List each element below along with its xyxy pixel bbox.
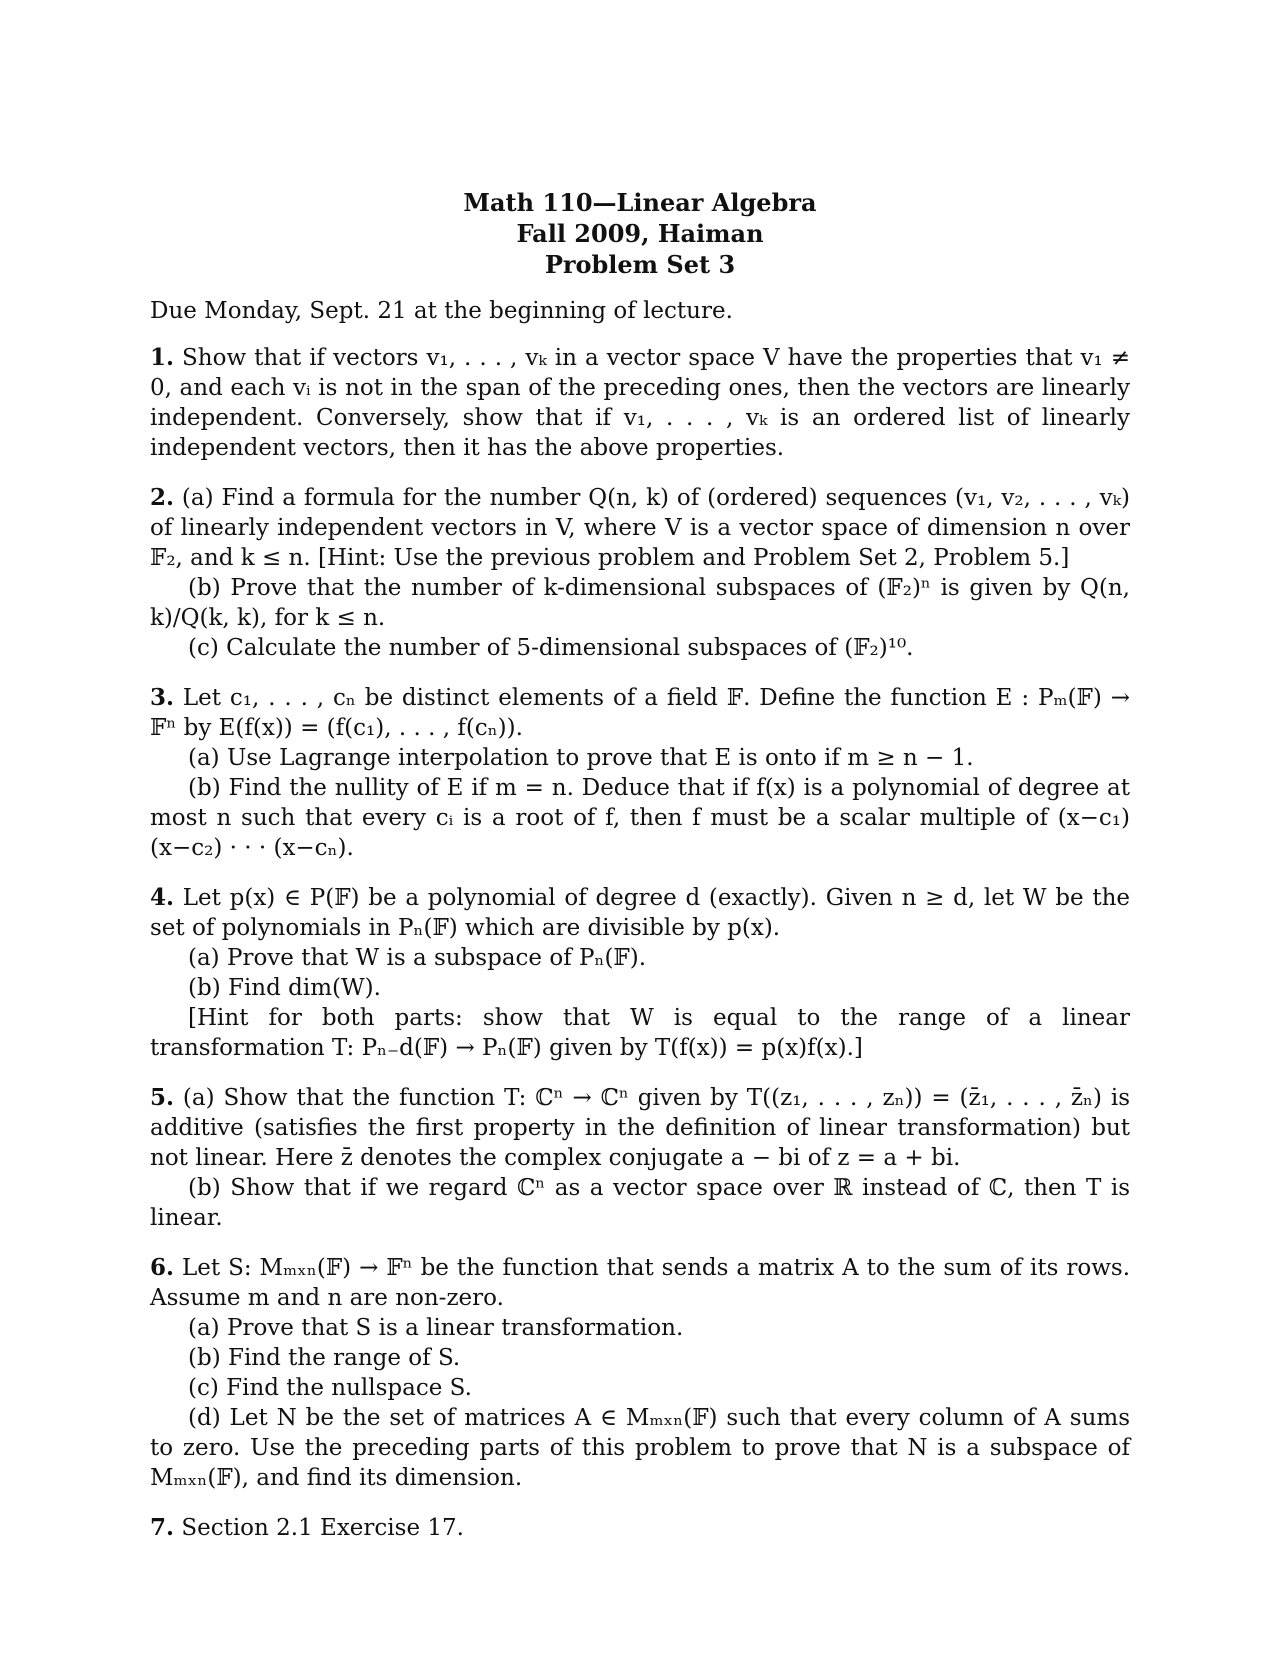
problem-text: Let c₁, . . . , cₙ be distinct elements of a field 𝔽. Define the function E : Pₘ(𝔽) → 𝔽ⁿ by E(f(x)) = (f(c₁), . . . , f(cₙ)). [150,685,1130,741]
due-date: Due Monday, Sept. 21 at the beginning of lecture. [150,298,733,324]
course-title: Math 110—Linear Algebra [463,188,817,217]
problem-text: Section 2.1 Exercise 17. [181,1515,464,1541]
problem-part: (a) Use Lagrange interpolation to prove that E is onto if m ≥ n − 1. [188,745,974,771]
problem-part: (a) Prove that W is a subspace of Pₙ(𝔽). [188,945,647,971]
problem-5 [150,1083,1130,1233]
problem-2 [150,483,1130,663]
problem-part: (a) Prove that S is a linear transformation. [188,1315,684,1341]
problem-text: (a) Find a formula for the number Q(n, k) of (ordered) sequences (v₁, v₂, . . . , vₖ) of linearly independent vectors in V, where V is a vector space of dimension n over 𝔽₂, and k ≤ n. [Hint: Use the previous problem and Problem Set 2, Problem 5.] [150,485,1131,571]
problem-1 [150,343,1130,463]
term-instructor: Fall 2009, Haiman [516,219,764,248]
problem-number: 3. [150,684,175,711]
problem-7 [150,1513,1130,1543]
problem-number: 2. [150,484,175,511]
problem-number: 5. [150,1084,175,1111]
problem-3 [150,683,1130,863]
problem-4 [150,883,1130,1063]
problem-number: 7. [150,1514,175,1541]
problem-part: (c) Find the nullspace S. [188,1375,472,1401]
problem-number: 4. [150,884,175,911]
problem-number: 1. [150,344,175,371]
problem-part: (d) Let N be the set of matrices A ∈ Mₘₓₙ(𝔽) such that every column of A sums to zero. Use the preceding parts of this problem to prove that N is a subspace of Mₘₓₙ(𝔽), and find its dimension. [150,1405,1130,1491]
problem-set-page [150,187,1130,1563]
problem-text: Let p(x) ∈ P(𝔽) be a polynomial of degree d (exactly). Given n ≥ d, let W be the set of polynomials in Pₙ(𝔽) which are divisible by p(x). [150,885,1130,941]
problem-part: (b) Find dim(W). [188,975,381,1001]
problem-part: (b) Show that if we regard ℂⁿ as a vector space over ℝ instead of ℂ, then T is linear. [150,1175,1130,1231]
problem-number: 6. [150,1254,175,1281]
problem-hint: [Hint for both parts: show that W is equal to the range of a linear transformation T: Pₙ₋d(𝔽) → Pₙ(𝔽) given by T(f(x)) = p(x)f(x).] [150,1005,1130,1061]
problem-part: (b) Find the range of S. [188,1345,461,1371]
problem-part: (b) Find the nullity of E if m = n. Deduce that if f(x) is a polynomial of degree at most n such that every cᵢ is a root of f, then f must be a scalar multiple of (x−c₁)(x−c₂) · · · (x−cₙ). [150,775,1130,861]
problem-6 [150,1253,1130,1493]
document-header [150,187,1130,280]
problem-part: (c) Calculate the number of 5-dimensional subspaces of (𝔽₂)¹⁰. [188,635,914,661]
problem-part: (b) Prove that the number of k-dimensional subspaces of (𝔽₂)ⁿ is given by Q(n, k)/Q(k, k), for k ≤ n. [150,575,1130,631]
problem-text: Show that if vectors v₁, . . . , vₖ in a vector space V have the properties that v₁ ≠ 0, and each vᵢ is not in the span of the preceding ones, then the vectors are linearly independent. Conversely, show that if v₁, . . . , vₖ is an ordered list of linearly independent vectors, then it has the above properties. [150,345,1130,461]
problem-text: Let S: Mₘₓₙ(𝔽) → 𝔽ⁿ be the function that sends a matrix A to the sum of its rows. Assume m and n are non-zero. [150,1255,1131,1311]
problem-set-title: Problem Set 3 [544,250,736,279]
problem-text: (a) Show that the function T: ℂⁿ → ℂⁿ given by T((z₁, . . . , zₙ)) = (z̄₁, . . . , z̄ₙ) is additive (satisfies the first property in the definition of linear transformation) but not linear. Here z̄ denotes the complex conjugate a − bi of z = a + bi. [150,1085,1131,1171]
